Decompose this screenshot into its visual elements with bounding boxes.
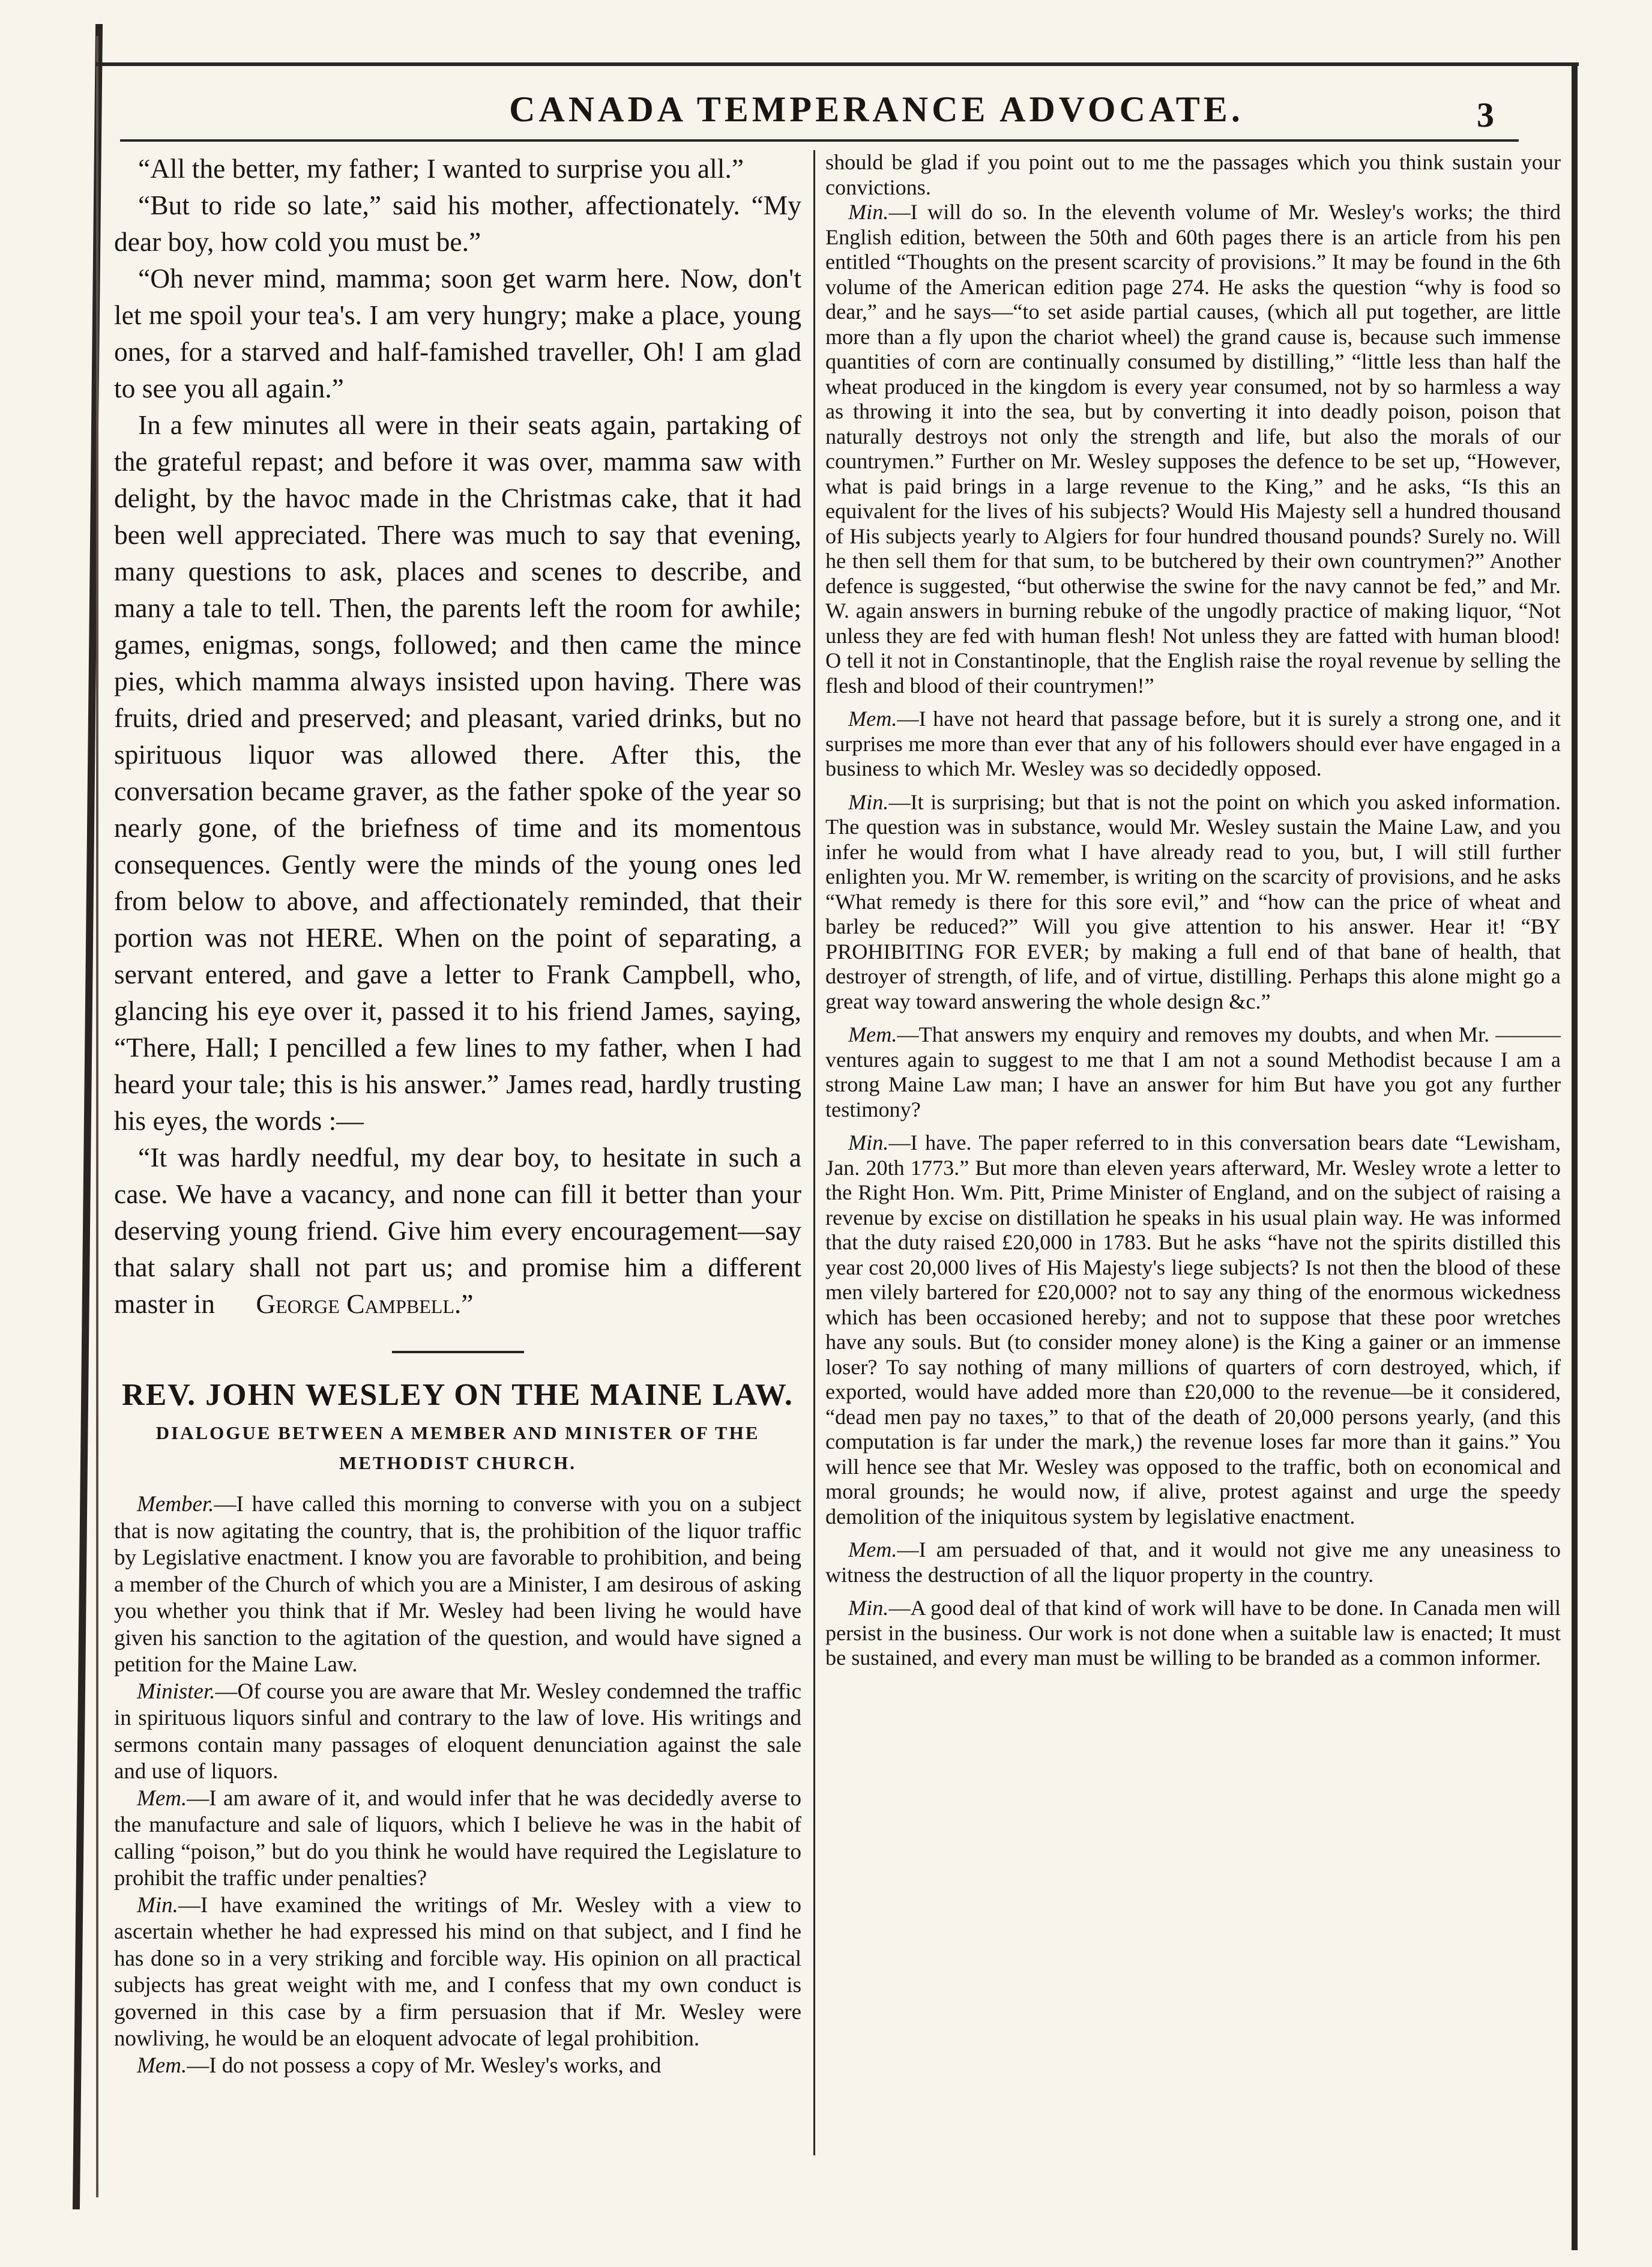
page-number: 3 xyxy=(1477,95,1494,134)
dialogue-text: —I have. The paper referred to in this conversation bears date “Lewisham, Jan. 20th 1773.” But more than eleven years afterward, Mr. Wesley wrote a letter to the Right Hon. Wm. Pitt, Prime Minister of England, and on the subject of raising a revenue by excise on distillation he speaks in his usual plain way. He was informed that the duty raised £20,000 in 1783. But he asks “have not the spirits distilled this year cost 20,000 lives of His Majesty's liege subjects? Is not then the blood of these men vilely bartered for £20,000? not to say any thing of the enormous wickedness which has been occasioned hereby; and not to suppose that these poor wretches have any souls. But (to consider money alone) is the King a gainer or an immense loser? To say nothing of many millions of quarters of corn destroyed, which, if exported, would have added more than £20,000 to the revenue—be it considered, “dead men pay no taxes,” to that of the death of 20,000 persons yearly, (and this computation is far under the mark,) the revenue loses far more than it gains.” You will hence see that Mr. Wesley was opposed to the traffic, both on economical and moral grounds; he would now, if alive, protest against and urge the speedy demolition of the iniquitous system by legislative enactment. xyxy=(825,1130,1561,1529)
speaker-label: Mem. xyxy=(848,707,897,731)
dialogue-right xyxy=(825,150,1561,1671)
page-header xyxy=(120,84,1549,144)
speaker-label: Mem. xyxy=(848,1022,897,1046)
story-paragraph: “Oh never mind, mamma; soon get warm here. Now, don't let me spoil your tea's. I am very hungry; make a place, young ones, for a starved and half-famished traveller, Oh! I am glad to see you all again.” xyxy=(114,263,801,403)
dialogue-paragraph xyxy=(114,2053,801,2080)
story-paragraph: “But to ride so late,” said his mother, affectionately. “My dear boy, how cold you must be.” xyxy=(114,190,801,257)
speaker-label: Min. xyxy=(848,1596,889,1620)
speaker-label: Min. xyxy=(848,789,889,814)
dialogue-text: —I am aware of it, and would infer that he was decidedly averse to the manufacture and sale of liquors, which I believe he was in the habit of calling “poison,” but do you think he would have required the Legislature to prohibit the traffic under penalties? xyxy=(114,1786,801,1891)
speaker-label: Mem. xyxy=(137,2053,187,2078)
section-separator xyxy=(392,1351,524,1353)
speaker-label: Member. xyxy=(137,1492,214,1517)
speaker-label: Min. xyxy=(137,1892,178,1918)
column-divider xyxy=(813,150,815,2155)
article-title: REV. JOHN WESLEY ON THE MAINE LAW. xyxy=(122,1378,794,1412)
binding-edge-inner xyxy=(96,36,98,2197)
dialogue-paragraph xyxy=(825,1130,1561,1529)
story-paragraph xyxy=(114,1139,801,1322)
dialogue-paragraph xyxy=(825,200,1561,698)
article-subtitle: DIALOGUE BETWEEN A MEMBER AND MINISTER OF THE METHODIST CHURCH. xyxy=(155,1422,760,1473)
dialogue-text: —That answers my enquiry and removes my doubts, and when Mr. ——— ventures again to suggest to me that I am not a sound Methodist because I am a strong Maine Law man; I have an answer for him But have you got any further testimony? xyxy=(825,1022,1561,1121)
story-paragraph: In a few minutes all were in their seats again, partaking of the grateful repast; and before it was over, mamma saw with delight, by the havoc made in the Christmas cake, that it had been well appreciated. There was much to say that evening, many questions to ask, places and scenes to describe, and many a tale to tell. Then, the parents left the room for awhile; games, enigmas, songs, followed; and then came the mince pies, which mamma always insisted upon having. There was fruits, dried and preserved; and pleasant, varied drinks, but no spirituous liquor was allowed there. After this, the conversation became graver, as the father spoke of the year so nearly gone, of the briefness of time and its momentous consequences. Gently were the minds of the young ones led from below to above, and affectionately reminded, that their portion was not HERE. When on the point of separating, a servant entered, and gave a letter to Frank Campbell, who, glancing his eye over it, passed it to his friend James, saying, “There, Hall; I pencilled a few lines to my father, when I had heard your tale; this is his answer.” James read, hardly trusting his eyes, the words :— xyxy=(114,409,801,1136)
speaker-label: Min. xyxy=(848,200,889,224)
dialogue-paragraph xyxy=(825,1596,1561,1671)
speaker-label: Minister. xyxy=(137,1679,216,1704)
dialogue-paragraph xyxy=(825,150,1561,200)
story-letter-text: “It was hardly needful, my dear boy, to hesitate in such a case. We have a vacancy, and none can fill it better than your deserving young friend. Give him every encouragement—say that salary shall not part us; and promise him a different master in xyxy=(114,1142,801,1319)
dialogue-paragraph xyxy=(114,1679,801,1786)
dialogue-paragraph xyxy=(114,1786,801,1892)
dialogue-paragraph xyxy=(114,1892,801,2053)
dialogue-paragraph xyxy=(825,707,1561,782)
speaker-label: Mem. xyxy=(137,1786,187,1811)
dialogue-paragraph xyxy=(825,1022,1561,1122)
dialogue-paragraph xyxy=(825,1538,1561,1587)
story-paragraph: “All the better, my father; I wanted to surprise you all.” xyxy=(138,153,744,184)
page-border-right xyxy=(1572,65,1578,2250)
header-rule xyxy=(120,139,1519,142)
dialogue-text: —It is surprising; but that is not the point on which you asked information. The question was in substance, would Mr. Wesley sustain the Maine Law, and you infer he would from what I have already read to you, but, I will still further enlighten you. Mr W. remember, is writing on the scarcity of provisions, and he asks “What remedy is there for this sore evil,” and “how can the price of wheat and barley be reduced?” Will you give attention to his answer. Hear it! “BY PROHIBITING FOR EVER; by making a full end of that bane of health, that destroyer of strength, of life, and of virtue, distilling. Perhaps this alone might go a great way toward answering the whole design &c.” xyxy=(825,789,1561,1013)
dialogue-paragraph xyxy=(825,790,1561,1015)
right-column xyxy=(825,150,1561,2161)
dialogue-text: —I have called this morning to converse with you on a subject that is now agitating the country, that is, the prohibition of the liquor traffic by Legislative enactment. I know you are favorable to prohibition, and being a member of the Church of which you are a Minister, I am desirous of asking you whether you think that if Mr. Wesley had been living he would have given his sanction to the agitation of the question, and would have signed a petition for the Maine Law. xyxy=(114,1492,801,1677)
dialogue-left xyxy=(114,1491,801,2079)
dialogue-text: —I am persuaded of that, and it would not give me any uneasiness to witness the destruction of all the liquor property in the country. xyxy=(825,1538,1561,1587)
running-head: CANADA TEMPERANCE ADVOCATE. xyxy=(509,89,1244,129)
page-border-top xyxy=(96,62,1579,66)
dialogue-text: —A good deal of that kind of work will have to be done. In Canada men will persist in the business. Our work is not done when a suitable law is enacted; It must be sustained, and every man must be willing to be branded as a common informer. xyxy=(825,1596,1561,1670)
story-continuation xyxy=(114,150,801,1322)
dialogue-text: —I do not possess a copy of Mr. Wesley's works, and xyxy=(187,2053,662,2078)
speaker-label: Min. xyxy=(848,1130,889,1155)
story-signature: George Campbell.” xyxy=(256,1288,474,1319)
dialogue-text: —I have not heard that passage before, but it is surely a strong one, and it surprises me more than ever that any of his followers should ever have engaged in a business to which Mr. Wesley was so decidedly opposed. xyxy=(825,707,1561,780)
dialogue-text: should be glad if you point out to me the passages which you think sustain your convictions. xyxy=(825,150,1561,199)
dialogue-paragraph xyxy=(114,1491,801,1679)
dialogue-text: —Of course you are aware that Mr. Wesley condemned the traffic in spirituous liquors sinful and contrary to the law of love. His writings and sermons contain many passages of eloquent denunciation against the sale and use of liquors. xyxy=(114,1679,801,1784)
dialogue-text: —I have examined the writings of Mr. Wesley with a view to ascertain whether he had expressed his mind on that subject, and I find he has done so in a very striking and forcible way. His opinion on all practical subjects has great weight with me, and I confess that my own conduct is governed in this case by a firm persuasion that if Mr. Wesley were nowliving, he would be an eloquent advocate of legal prohibition. xyxy=(114,1892,801,2051)
speaker-label: Mem. xyxy=(848,1538,897,1562)
left-column xyxy=(114,150,801,2161)
dialogue-text: —I will do so. In the eleventh volume of Mr. Wesley's works; the third English edition, between the 50th and 60th pages there is an article from his pen entitled “Thoughts on the present scarcity of provisions.” It may be found in the 6th volume of the American edition page 274. He asks the question “why is food so dear,” and he says—“to set aside partial causes, (which all put together, are little more than a fly upon the chariot wheel) the grand cause is, because such immense quantities of corn are continually consumed by distilling,” “little less than half the wheat produced in the kingdom is every year consumed, not by so harmless a way as throwing it into the sea, but by converting it into deadly poison, poison that naturally destroys not only the strength and life, but also the morals of our countrymen.” Further on Mr. Wesley supposes the defence to be set up, “However, what is paid brings in a large revenue to the King,” and he asks, “Is this an equivalent for the lives of his subjects? Would His Majesty sell a hundred thousand of His subjects yearly to Algiers for four hundred thousand pounds? Surely no. Will he then sell them for that sum, to be butchered by their own countrymen?” Another defence is suggested, “but otherwise the swine for the navy cannot be fed,” and Mr. W. again answers in burning rebuke of the ungodly practice of making liquor, “Not unless they are fed with human flesh! Not unless they are fatted with human blood! O tell it not in Constantinople, that the English raise the royal revenue by selling the flesh and blood of their countrymen!” xyxy=(825,200,1561,698)
